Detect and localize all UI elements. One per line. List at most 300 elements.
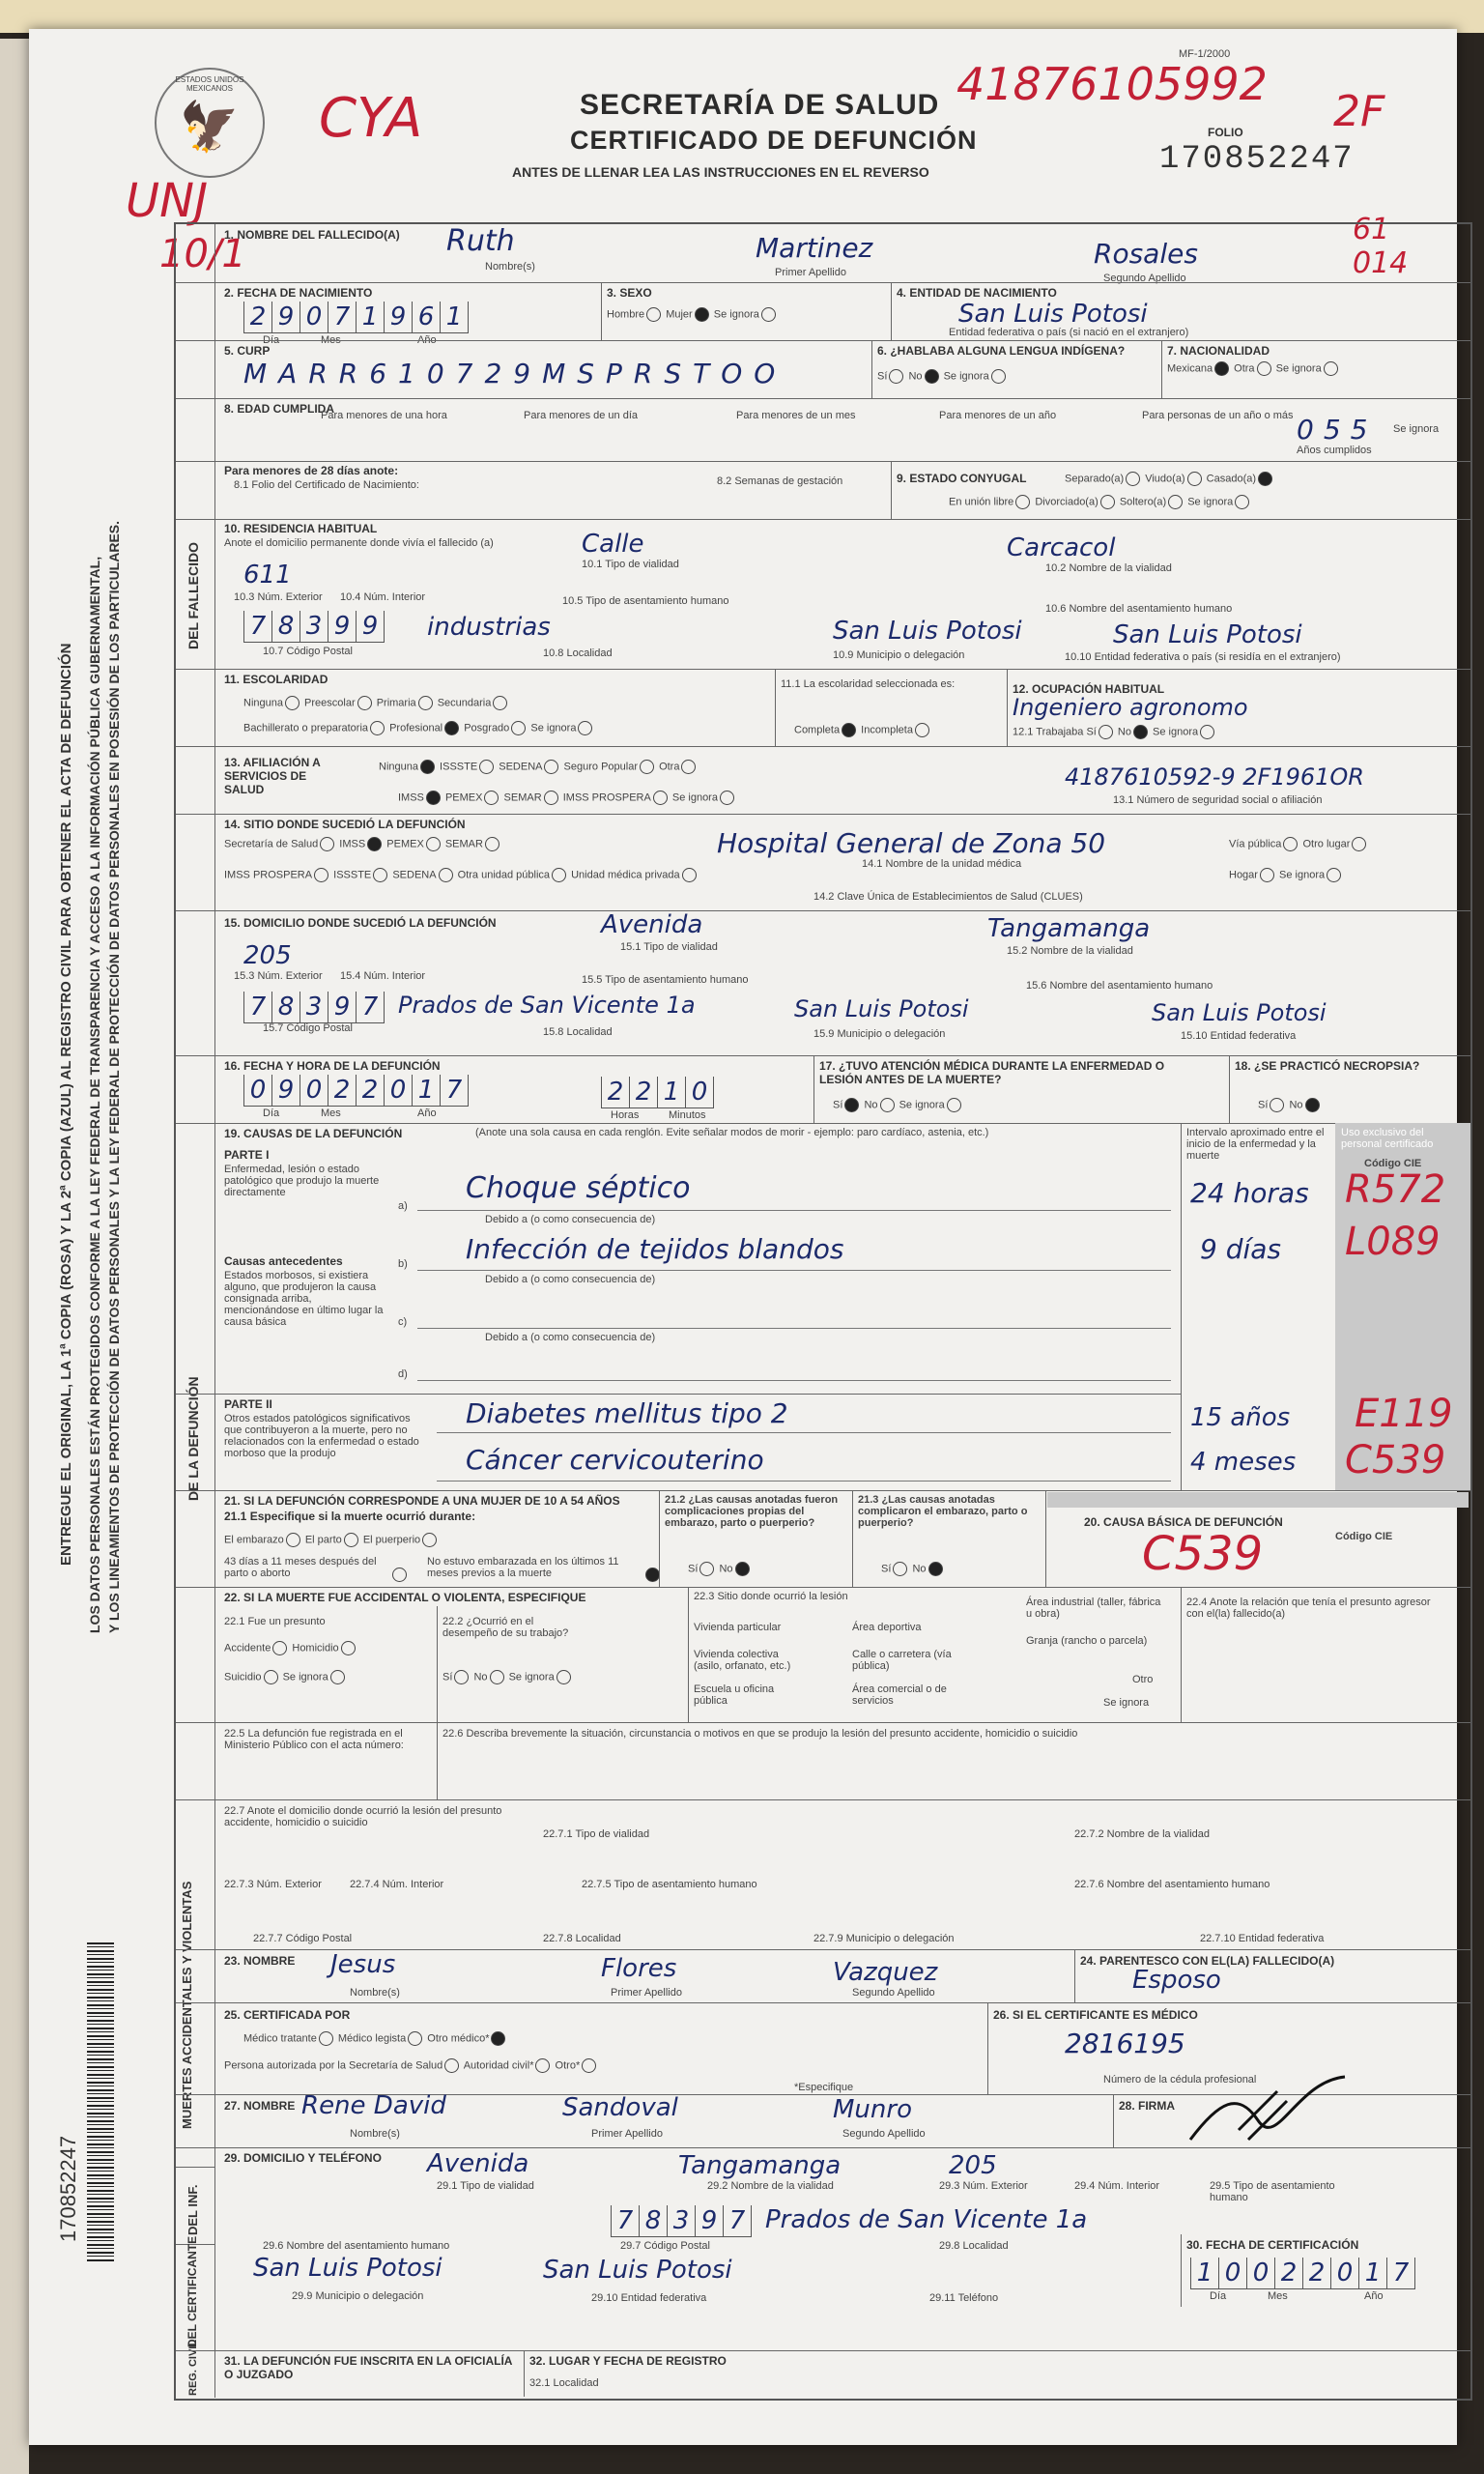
radio-lengua-ignora[interactable] bbox=[991, 369, 1006, 384]
s19-uso-exclusivo: Uso exclusivo del personal certificado bbox=[1341, 1127, 1434, 1150]
radio-af-otra[interactable] bbox=[681, 760, 696, 774]
cert-entidad[interactable]: San Luis Potosi bbox=[543, 2256, 732, 2285]
radio-sit-pemex[interactable] bbox=[426, 837, 441, 851]
s2-label: 2. FECHA DE NACIMIENTO bbox=[224, 286, 373, 300]
s16-mes: Mes bbox=[321, 1108, 341, 1119]
s22-presunto: 22.1 Fue un presunto bbox=[224, 1616, 326, 1627]
s14-label: 14. SITIO DONDE SUCEDIÓ LA DEFUNCIÓN bbox=[224, 818, 466, 831]
birth-date-boxes[interactable] bbox=[243, 302, 469, 333]
sitio-options-4[interactable] bbox=[1229, 868, 1343, 882]
section-muertes-accidentales bbox=[176, 1799, 215, 2168]
nac-ignora: Se ignora bbox=[1275, 362, 1322, 375]
radio-autoridad[interactable] bbox=[535, 2058, 550, 2073]
s27-sub-ap2: Segundo Apellido bbox=[842, 2128, 926, 2140]
def-asentamiento[interactable]: Prados de San Vicente 1a bbox=[398, 992, 696, 1019]
interval-b[interactable]: 9 días bbox=[1200, 1233, 1282, 1265]
s27-sub-nombre: Nombre(s) bbox=[350, 2128, 400, 2140]
s19-instr: (Anote una sola causa en cada renglón. Evite señalar modos de morir - ejemplo: paro cardíaco, astenia, etc.) bbox=[475, 1127, 989, 1138]
radio-sit-otra[interactable] bbox=[552, 868, 566, 882]
radio-q2-si[interactable] bbox=[699, 1562, 714, 1576]
radio-trabajo-no[interactable] bbox=[490, 1670, 504, 1684]
death-digit: 0 bbox=[300, 1075, 328, 1107]
necropsia-options[interactable] bbox=[1258, 1098, 1322, 1112]
res-cp-boxes[interactable] bbox=[243, 611, 385, 643]
cert-digit: 0 bbox=[1218, 2258, 1246, 2289]
cp-digit: 3 bbox=[300, 992, 328, 1023]
def-cp-boxes[interactable] bbox=[243, 992, 385, 1023]
res-entidad[interactable]: San Luis Potosi bbox=[1113, 620, 1302, 649]
radio-mexicana[interactable] bbox=[1214, 361, 1229, 376]
presunto-options-1[interactable] bbox=[224, 1641, 357, 1655]
def-municipio[interactable]: San Luis Potosi bbox=[794, 995, 969, 1022]
s30-mes: Mes bbox=[1268, 2290, 1288, 2302]
s4-label: 4. ENTIDAD DE NACIMIENTO bbox=[897, 286, 1057, 300]
birth-digit: 1 bbox=[440, 302, 469, 333]
s15-sub-tipo: 15.1 Tipo de vialidad bbox=[620, 941, 718, 953]
s19-debido-c: Debido a (o como consecuencia de) bbox=[485, 1332, 656, 1343]
radio-nac-ignora[interactable] bbox=[1324, 361, 1338, 376]
af-otra: Otra bbox=[659, 761, 680, 773]
radio-sit-otro[interactable] bbox=[1352, 837, 1366, 851]
vertical-delivery-note: ENTREGUE EL ORIGINAL, LA 1ª COPIA (ROSA) Y LA 2ª COPIA (AZUL) AL REGISTRO CIVIL PARA OBTENER EL ACTA DE DEFUNCIÓN bbox=[58, 643, 74, 1566]
radio-sit-ssa[interactable] bbox=[320, 837, 334, 851]
radio-esc-secundaria[interactable] bbox=[493, 696, 507, 710]
cert-autorizada: Persona autorizada por la Secretaría de Salud bbox=[224, 2059, 443, 2072]
af-ninguna: Ninguna bbox=[379, 761, 418, 773]
certifier-last-name-1[interactable]: Sandoval bbox=[562, 2093, 678, 2122]
res-num-ext[interactable]: 611 bbox=[243, 561, 292, 590]
s29-2: 29.2 Nombre de la vialidad bbox=[707, 2180, 834, 2192]
radio-puerperio[interactable] bbox=[422, 1533, 437, 1547]
informant-first-name[interactable]: Jesus bbox=[330, 1950, 396, 1979]
radio-soltero[interactable] bbox=[1168, 495, 1183, 509]
radio-esc-ninguna[interactable] bbox=[285, 696, 300, 710]
birth-digit: 0 bbox=[300, 302, 328, 333]
s29-5: 29.5 Tipo de asentamiento humano bbox=[1210, 2180, 1335, 2203]
cert-autoridad: Autoridad civil* bbox=[463, 2059, 534, 2072]
s29-4: 29.4 Núm. Interior bbox=[1074, 2180, 1160, 2192]
cert-tipo-vialidad[interactable]: Avenida bbox=[427, 2149, 529, 2178]
radio-hombre[interactable] bbox=[646, 307, 661, 322]
interval-p2a[interactable]: 15 años bbox=[1190, 1403, 1291, 1432]
sitio-ignora: Se ignora bbox=[1103, 1697, 1150, 1709]
radio-autorizada[interactable] bbox=[444, 2058, 459, 2073]
trabajo-options[interactable] bbox=[442, 1670, 573, 1684]
cp-digit: 8 bbox=[271, 611, 300, 643]
radio-af-semar[interactable] bbox=[544, 791, 558, 805]
radio-esc-ignora[interactable] bbox=[578, 721, 592, 735]
signature[interactable] bbox=[1181, 2072, 1355, 2149]
radio-trabajo-ignora[interactable] bbox=[556, 1670, 571, 1684]
radio-nec-no[interactable] bbox=[1305, 1098, 1320, 1112]
sit-issste: ISSSTE bbox=[333, 869, 372, 881]
radio-q3-no[interactable] bbox=[928, 1562, 943, 1576]
esc-primaria: Primaria bbox=[376, 697, 416, 709]
radio-sit-hogar[interactable] bbox=[1260, 868, 1274, 882]
radio-civ-ignora[interactable] bbox=[1235, 495, 1249, 509]
section-del-certificante bbox=[176, 2235, 215, 2351]
s19-parte2: PARTE II bbox=[224, 1397, 272, 1411]
radio-at-si[interactable] bbox=[844, 1098, 859, 1112]
def-entidad[interactable]: San Luis Potosi bbox=[1152, 999, 1327, 1026]
s19-c: c) bbox=[398, 1316, 408, 1328]
form-code: MF-1/2000 bbox=[1179, 48, 1231, 60]
s19-d: d) bbox=[398, 1368, 408, 1380]
radio-trab-ignora[interactable] bbox=[1200, 725, 1214, 739]
pres-homicidio: Homicidio bbox=[292, 1642, 339, 1654]
radio-esc-preescolar[interactable] bbox=[357, 696, 372, 710]
emb-embarazo: El embarazo bbox=[224, 1534, 284, 1546]
s2-anio: Año bbox=[417, 334, 437, 346]
q2-options[interactable] bbox=[688, 1562, 752, 1576]
radio-divorciado[interactable] bbox=[1100, 495, 1115, 509]
q2-no: No bbox=[719, 1563, 733, 1575]
radio-esc-posgrado[interactable] bbox=[511, 721, 526, 735]
radio-at-no[interactable] bbox=[880, 1098, 895, 1112]
s12-label: 12. OCUPACIÓN HABITUAL bbox=[1013, 682, 1165, 696]
informant-last-name-2[interactable]: Vazquez bbox=[833, 1958, 938, 1987]
s29-6: 29.6 Nombre del asentamiento humano bbox=[263, 2240, 450, 2252]
s15-sub-cp: 15.7 Código Postal bbox=[263, 1022, 353, 1034]
s10-label: 10. RESIDENCIA HABITUAL bbox=[224, 522, 378, 535]
radio-union[interactable] bbox=[1015, 495, 1030, 509]
esc-bachillerato: Bachillerato o preparatoria bbox=[243, 722, 369, 734]
trabajo-si: Sí bbox=[442, 1671, 453, 1683]
s1-sub-ap1: Primer Apellido bbox=[775, 267, 846, 278]
radio-mujer[interactable] bbox=[695, 307, 709, 322]
cie-code-p2b[interactable]: C539 bbox=[1345, 1438, 1446, 1482]
s22-7-4: 22.7.4 Núm. Interior bbox=[350, 1879, 444, 1890]
s8-ignora: Se ignora bbox=[1393, 423, 1440, 435]
af-issste: ISSSTE bbox=[440, 761, 478, 773]
birth-digit: 9 bbox=[271, 302, 300, 333]
cert-nombre-vialidad[interactable]: Tangamanga bbox=[678, 2151, 842, 2180]
curp-value[interactable]: MARR610729MSPRSTOO bbox=[243, 358, 787, 389]
s2-dia: Día bbox=[263, 334, 280, 346]
sex-options[interactable] bbox=[607, 307, 778, 322]
s22-trabajo: 22.2 ¿Ocurrió en el desempeño de su trabajo? bbox=[442, 1616, 569, 1639]
cie-code-p2a[interactable]: E119 bbox=[1355, 1392, 1453, 1436]
radio-trab-no[interactable] bbox=[1133, 725, 1148, 739]
certifier-last-name-2[interactable]: Munro bbox=[833, 2095, 912, 2124]
esc-ninguna: Ninguna bbox=[243, 697, 283, 709]
sitio-calle: Calle o carretera (vía pública) bbox=[852, 1649, 952, 1672]
s10-sub-mun: 10.9 Municipio o delegación bbox=[833, 649, 965, 661]
s8-menos-anio: Para menores de un año bbox=[939, 410, 1057, 421]
radio-separado[interactable] bbox=[1126, 472, 1140, 486]
s10-sub-ent: 10.10 Entidad federativa o país (si residía en el extranjero) bbox=[1065, 651, 1341, 663]
s10-sub-tipo-asent: 10.5 Tipo de asentamiento humano bbox=[562, 595, 729, 607]
s25-label: 25. CERTIFICADA POR bbox=[224, 2008, 351, 2022]
sit-privada: Unidad médica privada bbox=[571, 869, 680, 881]
section-del-fallecido bbox=[176, 224, 215, 1055]
s29-1: 29.1 Tipo de vialidad bbox=[437, 2180, 534, 2192]
s8-mas-anio: Para personas de un año o más bbox=[1142, 410, 1294, 421]
s21-q: 21.1 Especifique si la muerte ocurrió durante: bbox=[224, 1510, 476, 1523]
sit-imss: IMSS bbox=[339, 838, 366, 850]
cert-digit: 1 bbox=[1358, 2258, 1386, 2289]
radio-43dias[interactable] bbox=[392, 1568, 407, 1582]
deceased-first-name[interactable]: Ruth bbox=[446, 224, 515, 258]
radio-af-ninguna[interactable] bbox=[420, 760, 435, 774]
radio-af-ignora[interactable] bbox=[720, 791, 734, 805]
s14-sub-unidad: 14.1 Nombre de la unidad médica bbox=[862, 858, 1022, 870]
section-del-inf-label: DEL INF. bbox=[186, 2184, 200, 2235]
radio-accidente[interactable] bbox=[272, 1641, 287, 1655]
esc-secundaria: Secundaria bbox=[437, 697, 492, 709]
s22-7-6: 22.7.6 Nombre del asentamiento humano bbox=[1074, 1879, 1270, 1890]
sit-otra-publica: Otra unidad pública bbox=[457, 869, 551, 881]
radio-nec-si[interactable] bbox=[1270, 1098, 1284, 1112]
trab-si: Sí bbox=[1086, 726, 1097, 738]
sitio-options-1[interactable] bbox=[224, 837, 501, 851]
cedula-value[interactable]: 2816195 bbox=[1065, 2028, 1185, 2059]
s26-label: 26. SI EL CERTIFICANTE ES MÉDICO bbox=[993, 2008, 1198, 2022]
birth-digit: 2 bbox=[243, 302, 271, 333]
s15-sub-ext: 15.3 Núm. Exterior bbox=[234, 970, 323, 982]
s15-sub-nombre: 15.2 Nombre de la vialidad bbox=[1007, 945, 1133, 957]
civil-status-options[interactable] bbox=[1065, 472, 1274, 486]
cause-p2b[interactable]: Cáncer cervicouterino bbox=[466, 1444, 764, 1476]
certificate-form bbox=[174, 222, 1472, 2401]
afiliacion-options-1[interactable] bbox=[379, 760, 698, 774]
unidad-medica-value[interactable]: Hospital General de Zona 50 bbox=[717, 827, 1106, 859]
cp-digit: 9 bbox=[356, 611, 385, 643]
barcode-number: 170852247 bbox=[56, 2135, 80, 2242]
parentesco-value[interactable]: Esposo bbox=[1132, 1966, 1221, 1995]
civ-ignora: Se ignora bbox=[1187, 496, 1234, 508]
sex-mujer: Mujer bbox=[666, 308, 693, 321]
sitio-escuela: Escuela u oficina pública bbox=[694, 1683, 775, 1707]
af-imss-prospera: IMSS PROSPERA bbox=[562, 791, 651, 804]
cert-municipio[interactable]: San Luis Potosi bbox=[253, 2254, 442, 2283]
nac-otra: Otra bbox=[1234, 362, 1255, 375]
esc-posgrado: Posgrado bbox=[464, 722, 510, 734]
def-tipo-vialidad[interactable]: Avenida bbox=[601, 910, 703, 939]
radio-af-imss[interactable] bbox=[426, 791, 441, 805]
af-ignora: Se ignora bbox=[671, 791, 718, 804]
vertical-legal-note-2: Y LOS LINEAMIENTOS DE PROTECCIÓN DE DATOS PERSONALES Y LA LEY FEDERAL DE PROTECCIÓN DE DATOS PERSONALES EN POSESIÓN DE LOS PARTICULARES. bbox=[106, 520, 122, 1633]
cert-cp-boxes[interactable] bbox=[611, 2205, 752, 2237]
death-time-boxes[interactable] bbox=[601, 1077, 714, 1108]
radio-q3-si[interactable] bbox=[893, 1562, 907, 1576]
s29-7: 29.7 Código Postal bbox=[620, 2240, 710, 2252]
at-ignora: Se ignora bbox=[899, 1099, 945, 1111]
lengua-options[interactable] bbox=[877, 369, 1008, 384]
nss-value[interactable]: 4187610592-9 2F1961OR bbox=[1065, 763, 1364, 791]
escolaridad-options-2[interactable] bbox=[243, 721, 594, 735]
s30-label: 30. FECHA DE CERTIFICACIÓN bbox=[1186, 2238, 1359, 2252]
radio-af-issste[interactable] bbox=[479, 760, 494, 774]
interval-p2b[interactable]: 4 meses bbox=[1190, 1448, 1297, 1477]
radio-parto[interactable] bbox=[344, 1533, 358, 1547]
age-years[interactable]: 055 bbox=[1297, 414, 1378, 446]
s29-label: 29. DOMICILIO Y TELÉFONO bbox=[224, 2151, 382, 2165]
def-num-ext[interactable]: 205 bbox=[243, 941, 292, 970]
esc-ignora: Se ignora bbox=[530, 722, 577, 734]
deceased-last-name-1[interactable]: Martinez bbox=[756, 232, 873, 264]
radio-at-ignora[interactable] bbox=[947, 1098, 961, 1112]
deceased-last-name-2[interactable]: Rosales bbox=[1094, 238, 1198, 270]
death-digit: 0 bbox=[384, 1075, 412, 1107]
radio-casado[interactable] bbox=[1258, 472, 1272, 486]
certifier-first-name[interactable]: Rene David bbox=[301, 2091, 446, 2120]
atencion-options[interactable] bbox=[833, 1098, 963, 1112]
radio-sit-ignora[interactable] bbox=[1327, 868, 1341, 882]
radio-no-embarazada[interactable] bbox=[645, 1568, 660, 1582]
af-sedena: SEDENA bbox=[499, 761, 543, 773]
cp-digit: 8 bbox=[639, 2205, 667, 2237]
radio-viudo[interactable] bbox=[1187, 472, 1202, 486]
cie-code-b[interactable]: L089 bbox=[1345, 1220, 1441, 1264]
res-localidad[interactable]: industrias bbox=[427, 613, 551, 642]
radio-af-sp[interactable] bbox=[640, 760, 654, 774]
radio-af-sedena[interactable] bbox=[544, 760, 558, 774]
radio-suicidio[interactable] bbox=[264, 1670, 278, 1684]
radio-tratante[interactable] bbox=[319, 2031, 333, 2046]
presunto-options-2[interactable] bbox=[224, 1670, 347, 1684]
s13-label: 13. AFILIACIÓN A SERVICIOS DE SALUD bbox=[224, 756, 321, 796]
radio-esc-primaria[interactable] bbox=[418, 696, 433, 710]
s4-sub: Entidad federativa o país (si nació en el extranjero) bbox=[949, 327, 1189, 338]
radio-sit-semar[interactable] bbox=[485, 837, 499, 851]
causa-basica-code[interactable]: C539 bbox=[1142, 1527, 1264, 1581]
vertical-legal-note-1: LOS DATOS PERSONALES ESTÁN PROTEGIDOS CONFORME A LA LEY FEDERAL DE TRANSPARENCIA Y ACCESO A LA INFORMACIÓN PÚBLICA GUBERNAMENTAL, bbox=[87, 556, 102, 1633]
section-del-certificante-label: DEL CERTIFICANTE bbox=[186, 2235, 199, 2347]
s21-label: 21. SI LA DEFUNCIÓN CORRESPONDE A UNA MUJER DE 10 A 54 AÑOS bbox=[224, 1494, 620, 1508]
informant-last-name-1[interactable]: Flores bbox=[601, 1954, 677, 1983]
radio-incompleta[interactable] bbox=[915, 723, 929, 737]
seal-text: ESTADOS UNIDOS MEXICANOS bbox=[175, 75, 244, 93]
s8-label: 8. EDAD CUMPLIDA bbox=[224, 402, 335, 416]
s28-label: 28. FIRMA bbox=[1119, 2099, 1176, 2113]
q3-si: Sí bbox=[881, 1563, 892, 1575]
radio-sit-imss[interactable] bbox=[367, 837, 382, 851]
res-tipo-vialidad[interactable]: Calle bbox=[582, 530, 644, 559]
section-muertes-label: MUERTES ACCIDENTALES Y VIOLENTAS bbox=[180, 1881, 194, 2129]
res-nombre-vialidad[interactable]: Carcacol bbox=[1007, 533, 1116, 562]
radio-homicidio[interactable] bbox=[341, 1641, 356, 1655]
cause-p2a[interactable]: Diabetes mellitus tipo 2 bbox=[466, 1397, 788, 1429]
cert-date-boxes[interactable] bbox=[1190, 2258, 1415, 2289]
cert-asentamiento[interactable]: Prados de San Vicente 1a bbox=[765, 2205, 1088, 2234]
af-seguro-popular: Seguro Popular bbox=[563, 761, 638, 773]
certificada-options-2[interactable] bbox=[224, 2058, 598, 2073]
esc-completa: Completa bbox=[794, 724, 841, 736]
cp-digit: 7 bbox=[723, 2205, 752, 2237]
s16-minutos: Minutos bbox=[669, 1109, 706, 1121]
radio-trab-si[interactable] bbox=[1099, 725, 1113, 739]
radio-esc-profesional[interactable] bbox=[444, 721, 459, 735]
def-nombre-vialidad[interactable]: Tangamanga bbox=[987, 914, 1151, 943]
s23-sub-ap1: Primer Apellido bbox=[611, 1987, 682, 1999]
s22-7-8: 22.7.8 Localidad bbox=[543, 1933, 621, 1944]
s19-intervalo: Intervalo aproximado entre el inicio de la enfermedad y la muerte bbox=[1186, 1127, 1325, 1162]
cp-digit: 7 bbox=[611, 2205, 639, 2237]
radio-completa[interactable] bbox=[842, 723, 856, 737]
embarazo-options[interactable] bbox=[224, 1533, 439, 1547]
radio-sit-prospera[interactable] bbox=[314, 868, 328, 882]
radio-sex-ignora[interactable] bbox=[761, 307, 776, 322]
s22-sitio: 22.3 Sitio donde ocurrió la lesión bbox=[694, 1591, 848, 1602]
trabajaba-options[interactable] bbox=[1013, 725, 1216, 739]
cause-b[interactable]: Infección de tejidos blandos bbox=[466, 1233, 844, 1265]
certificada-options-1[interactable] bbox=[243, 2031, 507, 2046]
mexico-seal: ESTADOS UNIDOS MEXICANOS 🦅 bbox=[155, 68, 265, 178]
esc-incompleta: Incompleta bbox=[861, 724, 913, 736]
s19-antecedentes-desc: Estados morbosos, si existiera alguno, que produjeron la causa consignada arriba, mencionándose en último lugar la causa básica bbox=[224, 1270, 384, 1328]
time-digit: 2 bbox=[601, 1077, 629, 1108]
radio-pres-ignora[interactable] bbox=[330, 1670, 345, 1684]
pres-accidente: Accidente bbox=[224, 1642, 271, 1654]
trab-ignora: Se ignora bbox=[1153, 726, 1199, 738]
radio-lengua-no[interactable] bbox=[925, 369, 939, 384]
cie-code-a[interactable]: R572 bbox=[1345, 1167, 1446, 1212]
radio-sit-via[interactable] bbox=[1283, 837, 1298, 851]
radio-otra[interactable] bbox=[1257, 361, 1271, 376]
radio-trabajo-si[interactable] bbox=[454, 1670, 469, 1684]
radio-embarazo[interactable] bbox=[286, 1533, 300, 1547]
radio-legista[interactable] bbox=[408, 2031, 422, 2046]
radio-sit-privada[interactable] bbox=[682, 868, 697, 882]
cp-digit: 7 bbox=[243, 992, 271, 1023]
s1-sub-nombre: Nombre(s) bbox=[485, 261, 535, 273]
civil-status-options-2[interactable] bbox=[949, 495, 1251, 509]
cause-a[interactable]: Choque séptico bbox=[466, 1171, 691, 1205]
radio-q2-no[interactable] bbox=[735, 1562, 750, 1576]
radio-af-pemex[interactable] bbox=[484, 791, 499, 805]
birth-digit: 7 bbox=[328, 302, 356, 333]
radio-otro-medico[interactable] bbox=[491, 2031, 505, 2046]
s15-sub-mun: 15.9 Municipio o delegación bbox=[813, 1028, 946, 1040]
radio-cert-otro[interactable] bbox=[582, 2058, 596, 2073]
s7-label: 7. NACIONALIDAD bbox=[1167, 344, 1270, 358]
death-date-boxes[interactable] bbox=[243, 1075, 469, 1107]
radio-af-prospera[interactable] bbox=[653, 791, 668, 805]
radio-sit-sedena[interactable] bbox=[439, 868, 453, 882]
cp-digit: 3 bbox=[300, 611, 328, 643]
birth-state[interactable]: San Luis Potosi bbox=[958, 300, 1148, 329]
radio-esc-bachillerato[interactable] bbox=[370, 721, 385, 735]
time-digit: 1 bbox=[657, 1077, 685, 1108]
cert-otro-medico: Otro médico* bbox=[427, 2032, 490, 2045]
s10-sub-nom-asent: 10.6 Nombre del asentamiento humano bbox=[1045, 603, 1233, 615]
red-handwritten-number: 41876105992 bbox=[956, 58, 1268, 110]
res-municipio[interactable]: San Luis Potosi bbox=[833, 617, 1022, 646]
trabajo-no: No bbox=[473, 1671, 488, 1683]
s30-anio: Año bbox=[1364, 2290, 1384, 2302]
completa-options[interactable] bbox=[794, 723, 931, 737]
afiliacion-options-2[interactable] bbox=[398, 791, 736, 805]
radio-lengua-si[interactable] bbox=[889, 369, 903, 384]
sitio-options-3[interactable] bbox=[1229, 837, 1368, 851]
q3-options[interactable] bbox=[881, 1562, 945, 1576]
nacionalidad-options[interactable] bbox=[1167, 361, 1340, 376]
q2-si: Sí bbox=[688, 1563, 699, 1575]
sitio-options-2[interactable] bbox=[224, 868, 699, 882]
cert-num[interactable]: 205 bbox=[949, 2151, 997, 2180]
s22-7-10: 22.7.10 Entidad federativa bbox=[1200, 1933, 1325, 1944]
occupation-value[interactable]: Ingeniero agronomo bbox=[1013, 694, 1248, 721]
s8-menos-dia: Para menores de un día bbox=[524, 410, 639, 421]
civ-viudo: Viudo(a) bbox=[1145, 473, 1185, 485]
death-digit: 9 bbox=[271, 1075, 300, 1107]
nec-no: No bbox=[1289, 1099, 1303, 1111]
s9-label: 9. ESTADO CONYUGAL bbox=[897, 472, 1027, 485]
radio-sit-issste[interactable] bbox=[373, 868, 387, 882]
escolaridad-options-1[interactable] bbox=[243, 696, 509, 710]
interval-a[interactable]: 24 horas bbox=[1190, 1177, 1309, 1209]
